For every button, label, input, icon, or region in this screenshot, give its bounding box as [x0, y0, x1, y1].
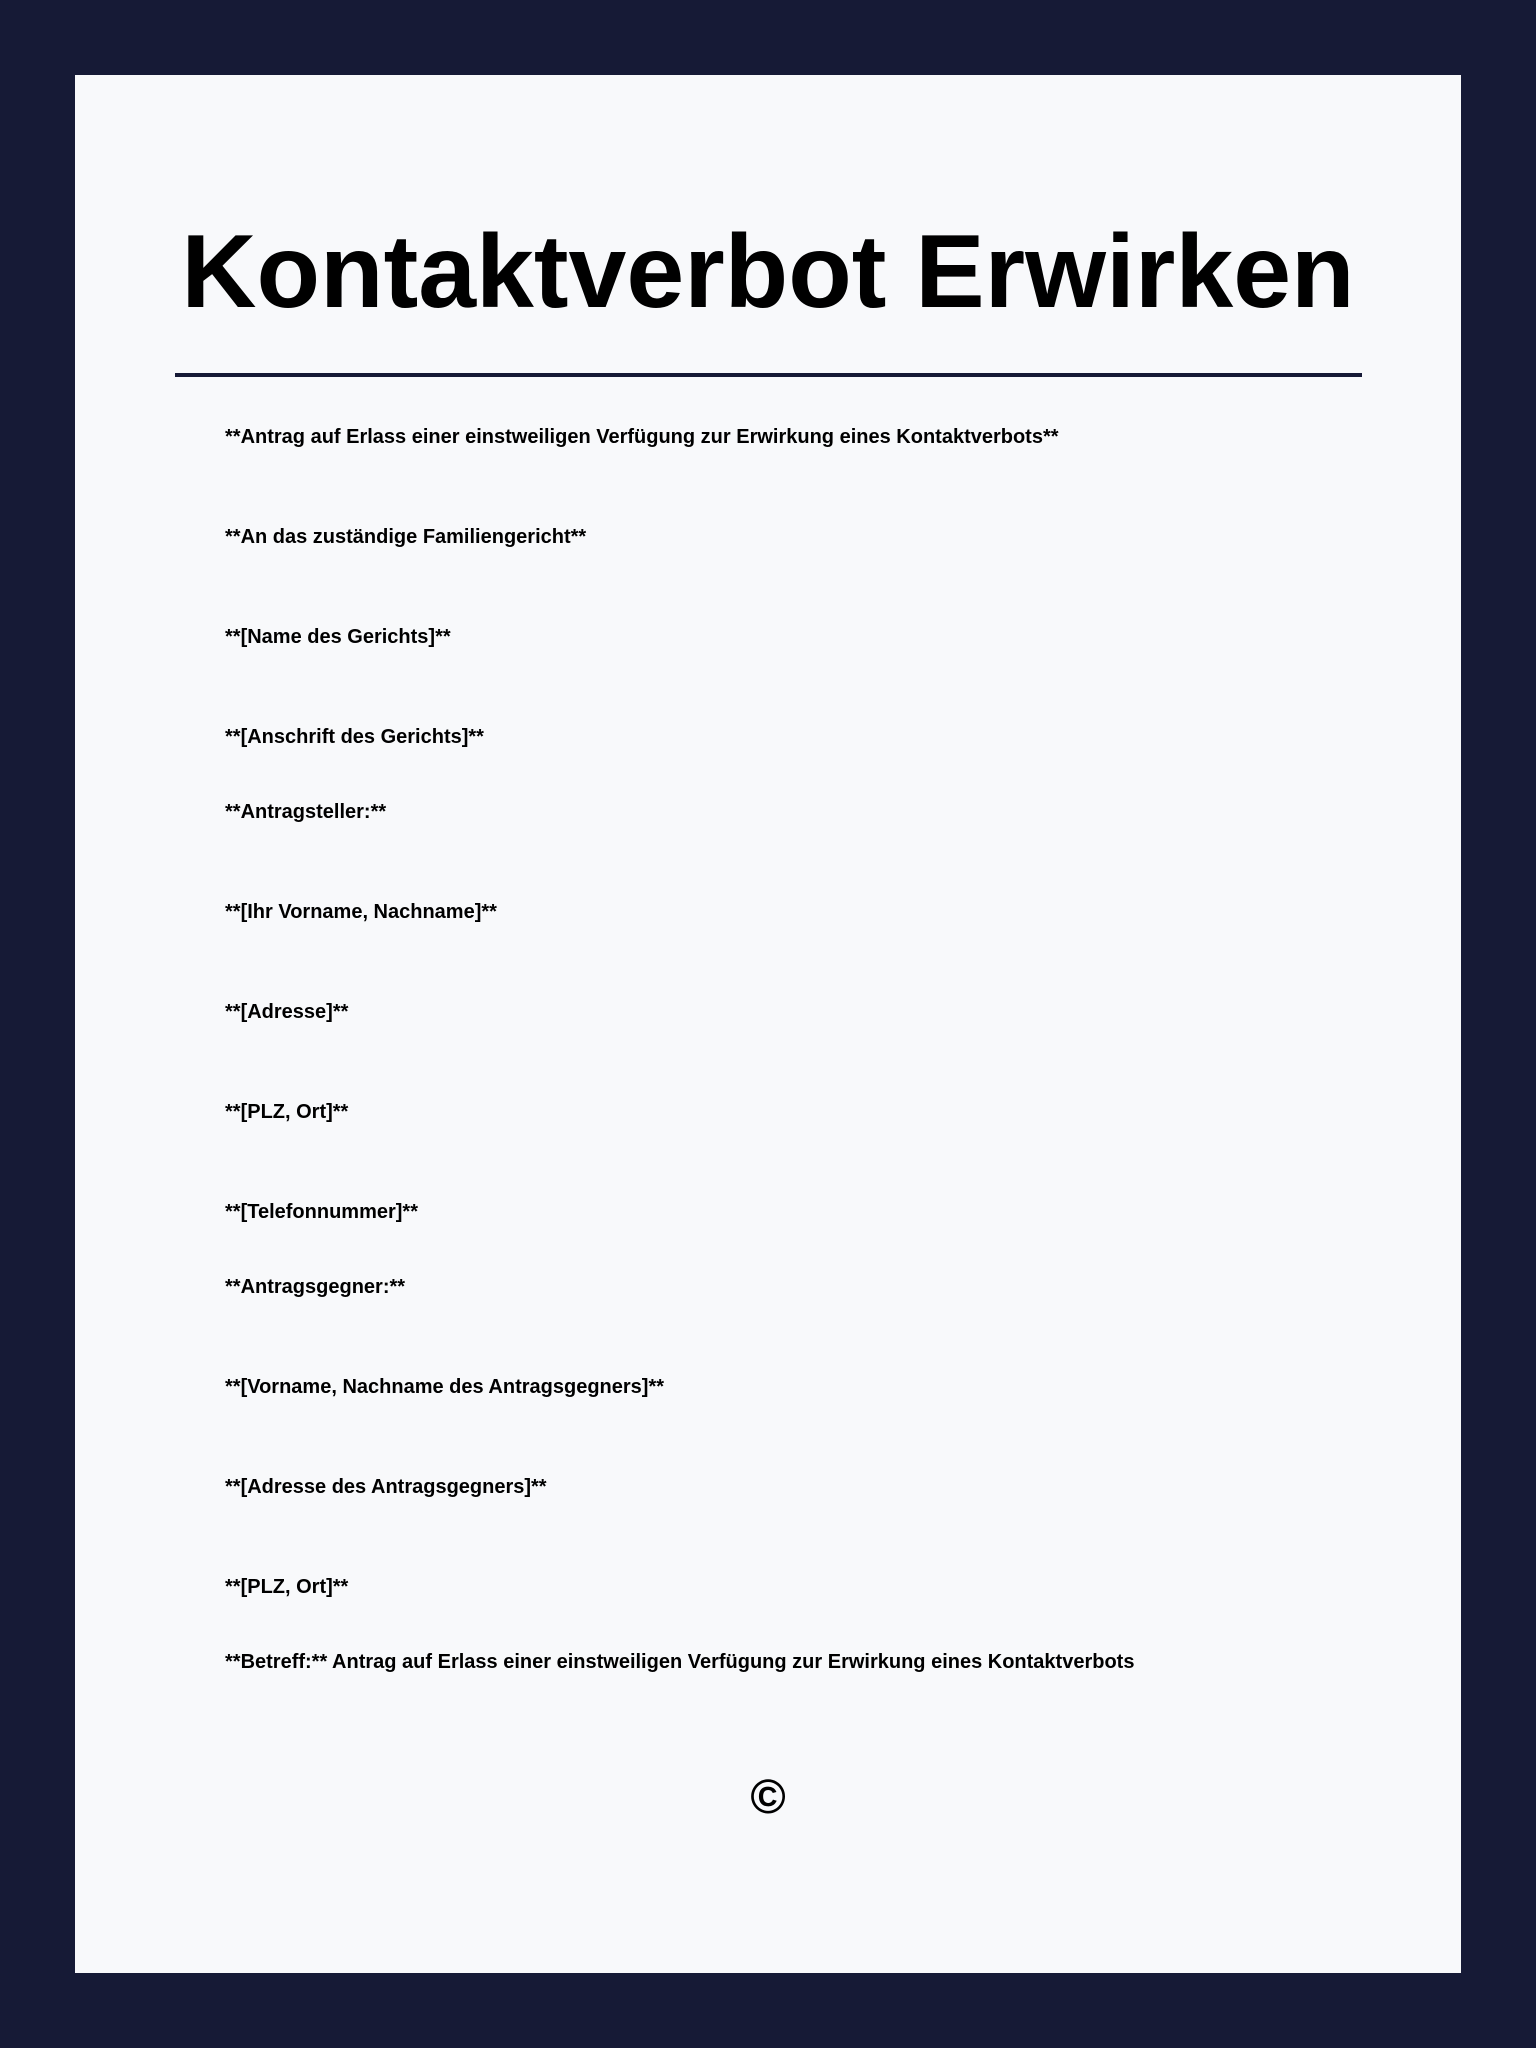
- respondent-name-placeholder: **[Vorname, Nachname des Antragsgegners]**: [225, 1376, 665, 1398]
- applicant-name-placeholder: **[Ihr Vorname, Nachname]**: [225, 901, 497, 923]
- applicant-phone-placeholder: **[Telefonnummer]**: [225, 1201, 418, 1223]
- respondent-heading: **Antragsgegner:**: [225, 1276, 406, 1298]
- applicant-heading: **Antragsteller:**: [225, 801, 387, 823]
- copyright-icon: ©: [750, 1771, 786, 1824]
- recipient-court-line: **An das zuständige Familiengericht**: [225, 526, 587, 548]
- respondent-address-placeholder: **[Adresse des Antragsgegners]**: [225, 1476, 547, 1498]
- title-divider: [175, 373, 1362, 377]
- applicant-address-placeholder: **[Adresse]**: [225, 1001, 349, 1023]
- court-address-placeholder: **[Anschrift des Gerichts]**: [225, 726, 484, 748]
- respondent-city-placeholder: **[PLZ, Ort]**: [225, 1576, 349, 1598]
- document-title: Kontaktverbot Erwirken: [181, 214, 1355, 330]
- subject-line: **Betreff:** Antrag auf Erlass einer einstweiligen Verfügung zur Erwirkung eines Kontaktverbots: [225, 1651, 1135, 1673]
- court-name-placeholder: **[Name des Gerichts]**: [225, 626, 451, 648]
- applicant-city-placeholder: **[PLZ, Ort]**: [225, 1101, 349, 1123]
- heading-antrag: **Antrag auf Erlass einer einstweiligen Verfügung zur Erwirkung eines Kontaktverbots**: [225, 426, 1059, 448]
- document-page: [75, 75, 1461, 1973]
